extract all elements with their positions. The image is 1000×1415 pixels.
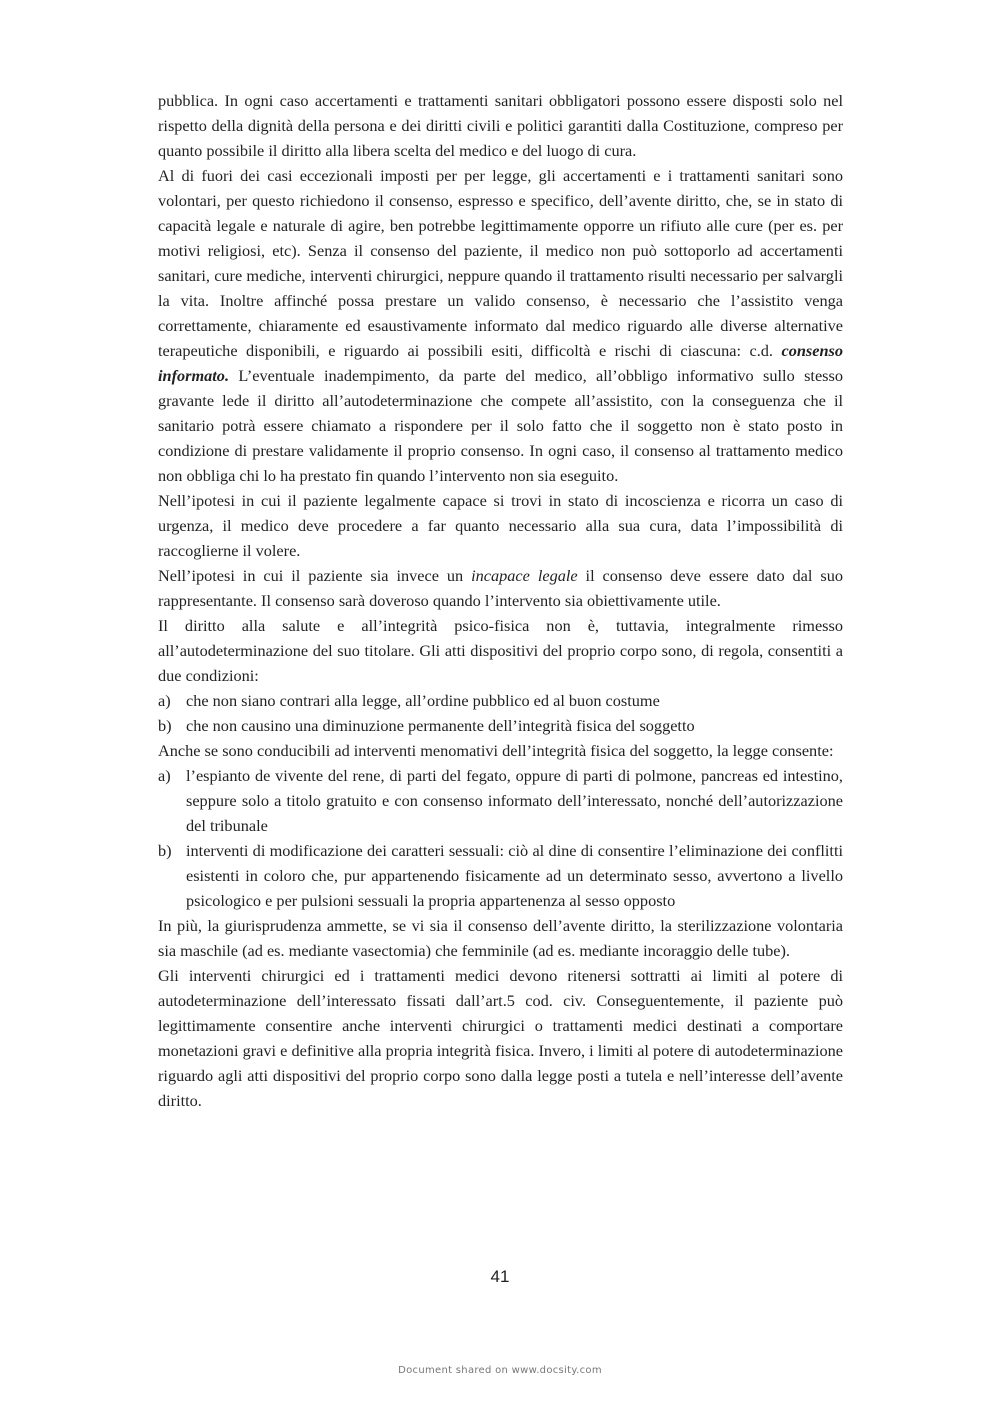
paragraph: pubblica. In ogni caso accertamenti e trattamenti sanitari obbligatori possono essere disposti solo nel rispetto della dignità della persona e dei diritti civili e politici garantiti dalla Costituzione, compreso per quanto possibile il diritto alla libera scelta del medico e del luogo di cura. [158,91,843,160]
list-item [158,713,843,738]
paragraph: Il diritto alla salute e all’integrità psico-fisica non è, tuttavia, integralmente rimesso all’autodeterminazione del suo titolare. Gli atti dispositivi del proprio corpo sono, di regola, consentiti a due condizioni: [158,616,843,685]
paragraph [158,163,843,488]
page-body [158,88,843,1113]
list-marker: b) [158,716,172,735]
paragraph-text: L’eventuale inadempimento, da parte del medico, all’obbligo informativo sullo stesso gravante lede il diritto all’autodeterminazione che compete all’assistito, con la conseguenza che il sanitario potrà essere chiamato a rispondere per il solo fatto che il soggetto non è stato posto in condizione di prestare validamente il proprio consenso. In ogni caso, il consenso al trattamento medico non obbliga chi lo ha prestato fin quando l’intervento non sia eseguito. [158,366,843,485]
list-item-text: che non causino una diminuzione permanente dell’integrità fisica del soggetto [186,716,695,735]
paragraph: Nell’ipotesi in cui il paziente legalmente capace si trovi in stato di incoscienza e ricorra un caso di urgenza, il medico deve procedere a far quanto necessario alla sua cura, data l’impossibilità di raccoglierne il volere. [158,491,843,560]
list-marker: a) [158,691,171,710]
paragraph-text: Al di fuori dei casi eccezionali imposti per per legge, gli accertamenti e i trattamenti sanitari sono volontari, per questo richiedono il consenso, espresso e specifico, dell’avente diritto, che, se in stato di capacità legale e naturale di agire, ben potrebbe legittimamente opporre un rifiuto alle cure (per es. per motivi religiosi, etc). Senza il consenso del paziente, il medico non può sottoporlo ad accertamenti sanitari, cure mediche, interventi chirurgici, neppure quando il trattamento risulti necessario per salvargli la vita. Inoltre affinché possa prestare un valido consenso, è necessario che l’assistito venga correttamente, chiaramente ed esaustivamente informato dal medico riguardo alle diverse alternative terapeutiche disponibili, e riguardo ai possibili esiti, difficoltà e rischi di ciascuna: c.d. [158,166,843,360]
italic-term: incapace legale [471,566,578,585]
page-number: 41 [490,1267,510,1286]
list-item [158,688,843,713]
list-item-text: l’espianto de vivente del rene, di parti del fegato, oppure di parti di polmone, pancreas ed intestino, seppure solo a titolo gratuito e con consenso informato dell’interessato, nonché dell’autorizzazione del tribunale [186,766,843,835]
paragraph [158,563,843,613]
footer-watermark: Document shared on www.docsity.com [398,1365,602,1376]
paragraph: Gli interventi chirurgici ed i trattamenti medici devono ritenersi sottratti ai limiti al potere di autodeterminazione dell’interessato fissati dall’art.5 cod. civ. Conseguentemente, il paziente può legittimamente consentire anche interventi chirurgici o trattamenti medici destinati a comportare monetazioni gravi e definitive alla propria integrità fisica. Invero, i limiti al potere di autodeterminazione riguardo agli atti dispositivi del proprio corpo sono dalla legge posti a tutela e nell’interesse dell’avente diritto. [158,966,843,1110]
paragraph: In più, la giurisprudenza ammette, se vi sia il consenso dell’avente diritto, la sterilizzazione volontaria sia maschile (ad es. mediante vasectomia) che femminile (ad es. mediante incoraggio delle tube). [158,916,843,960]
paragraph-text: Nell’ipotesi in cui il paziente sia invece un [158,566,472,585]
permitted-interventions-list [158,763,843,913]
paragraph: Anche se sono conducibili ad interventi menomativi dell’integrità fisica del soggetto, la legge consente: [158,741,834,760]
list-marker: b) [158,841,172,860]
list-item [158,838,843,913]
emphasis-term: consenso informato. [158,341,843,385]
paragraph-text: il consenso deve essere dato dal suo rappresentante. Il consenso sarà doveroso quando l’intervento sia obiettivamente utile. [158,566,843,610]
list-marker: a) [158,766,171,785]
conditions-list [158,688,843,738]
list-item [158,763,843,838]
list-item-text: interventi di modificazione dei caratteri sessuali: ciò al dine di consentire l’eliminazione dei conflitti esistenti in coloro che, pur appartenendo fisicamente ad un determinato sesso, avvertono a livello psicologico e per pulsioni sessuali la propria appartenenza al sesso opposto [186,841,843,910]
list-item-text: che non siano contrari alla legge, all’ordine pubblico ed al buon costume [186,691,660,710]
